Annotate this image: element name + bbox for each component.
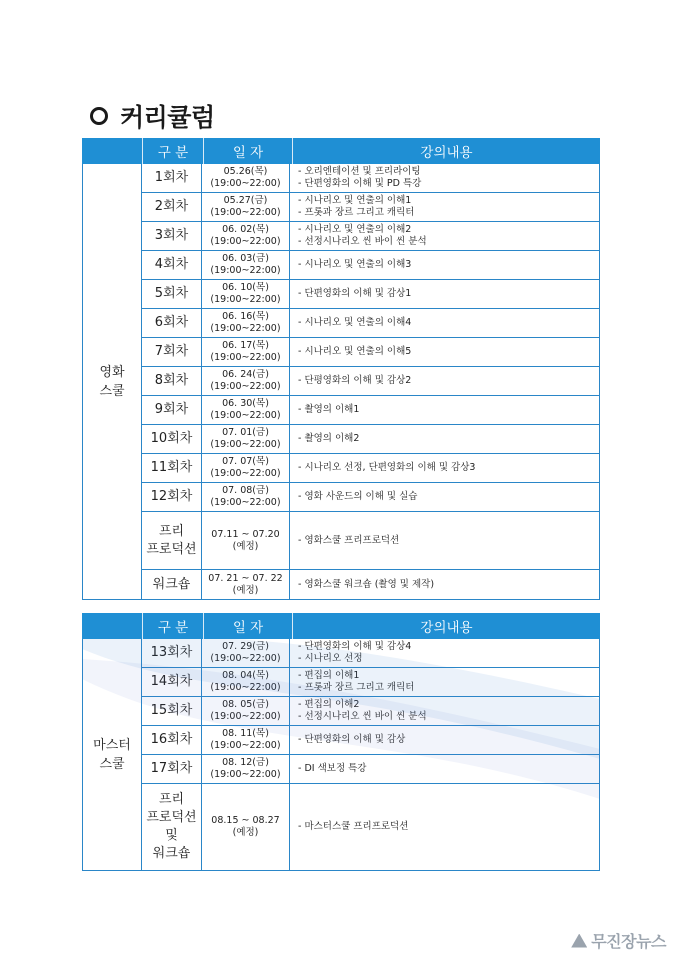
header-group: 구 분 bbox=[143, 138, 204, 164]
session-content bbox=[290, 454, 599, 482]
session-content-line: - 단평영화의 이해 및 감상2 bbox=[298, 375, 412, 386]
session-content bbox=[290, 512, 599, 569]
session-date bbox=[202, 425, 290, 453]
session-name-line: 프리 bbox=[158, 792, 185, 807]
session-content bbox=[290, 784, 599, 870]
watermark-logo-icon bbox=[571, 934, 587, 948]
session-content bbox=[290, 483, 599, 511]
session-name bbox=[142, 570, 202, 599]
session-name-line: 3회차 bbox=[154, 228, 189, 243]
session-date bbox=[202, 697, 290, 725]
table-row bbox=[142, 367, 599, 396]
session-content bbox=[290, 425, 599, 453]
session-date-line: (19:00~22:00) bbox=[210, 682, 281, 693]
table-row bbox=[142, 483, 599, 512]
table-row bbox=[142, 309, 599, 338]
session-date-line: 06. 03(금) bbox=[222, 253, 269, 264]
session-date-line: (19:00~22:00) bbox=[210, 265, 281, 276]
session-date bbox=[202, 193, 290, 221]
session-content bbox=[290, 309, 599, 337]
session-date-line: 05.27(금) bbox=[223, 195, 268, 206]
session-name bbox=[142, 726, 202, 754]
session-name bbox=[142, 425, 202, 453]
session-date-line: 07.11 ~ 07.20 bbox=[211, 528, 280, 540]
group-label bbox=[82, 164, 142, 599]
session-date bbox=[202, 668, 290, 696]
session-date-line: 07. 21 ~ 07. 22 bbox=[208, 572, 283, 584]
session-name-line: 6회차 bbox=[154, 315, 189, 330]
table-row bbox=[142, 396, 599, 425]
session-name-line: 워크숍 bbox=[152, 846, 191, 861]
session-date-line: 08. 05(금) bbox=[222, 699, 269, 710]
table-header bbox=[82, 138, 600, 164]
header-content: 강의내용 bbox=[420, 145, 473, 161]
session-name bbox=[142, 367, 202, 395]
session-content-line: - 단편영화의 이해 및 감상4 bbox=[298, 641, 412, 652]
table-row bbox=[142, 570, 599, 599]
session-name-line: 11회차 bbox=[150, 460, 193, 475]
table-row bbox=[142, 425, 599, 454]
session-name bbox=[142, 164, 202, 192]
session-date-line: (예정) bbox=[232, 584, 259, 596]
session-date-line: (19:00~22:00) bbox=[210, 178, 281, 189]
page-title-text: 커리큘럼 bbox=[120, 103, 215, 132]
session-name bbox=[142, 697, 202, 725]
session-date-line: 07. 07(목) bbox=[222, 456, 269, 467]
session-name bbox=[142, 338, 202, 366]
table-row bbox=[142, 668, 599, 697]
table-row bbox=[142, 222, 599, 251]
session-content-line: - 시나리오 및 연출의 이해1 bbox=[298, 195, 412, 206]
session-name bbox=[142, 193, 202, 221]
session-date bbox=[202, 454, 290, 482]
session-name-line: 1회차 bbox=[154, 170, 189, 185]
table-row bbox=[142, 784, 599, 870]
session-content-line: - 촬영의 이해2 bbox=[298, 433, 360, 444]
session-content-line: - 시나리오 선정 bbox=[298, 653, 363, 664]
session-content-line: - 영화 사운드의 이해 및 실습 bbox=[298, 491, 418, 502]
session-content bbox=[290, 280, 599, 308]
session-content bbox=[290, 639, 599, 667]
session-name bbox=[142, 639, 202, 667]
session-name bbox=[142, 396, 202, 424]
table-row bbox=[142, 251, 599, 280]
session-date-line: 07. 01(금) bbox=[222, 427, 269, 438]
group-label-line: 영화 bbox=[99, 364, 125, 380]
session-date bbox=[202, 483, 290, 511]
session-date bbox=[202, 512, 290, 569]
session-content-line: - 프롯과 장르 그리고 캐릭터 bbox=[298, 207, 415, 218]
session-name-line: 7회차 bbox=[154, 344, 189, 359]
session-content-line: - 시나리오 및 연출의 이해2 bbox=[298, 224, 412, 235]
header-date: 일 자 bbox=[204, 613, 293, 639]
session-content-line: - 편집의 이해1 bbox=[298, 670, 360, 681]
session-date-line: (19:00~22:00) bbox=[210, 323, 281, 334]
session-date bbox=[202, 309, 290, 337]
session-date-line: (19:00~22:00) bbox=[210, 207, 281, 218]
session-date bbox=[202, 784, 290, 870]
session-name-line: 5회차 bbox=[154, 286, 189, 301]
session-content-line: - 프롯과 장르 그리고 캐릭터 bbox=[298, 682, 415, 693]
table-header bbox=[82, 613, 600, 639]
group-label-line: 스쿨 bbox=[99, 756, 125, 772]
session-date bbox=[202, 222, 290, 250]
header-content: 강의내용 bbox=[420, 620, 473, 636]
curriculum-table-master-school bbox=[82, 613, 600, 871]
session-date bbox=[202, 396, 290, 424]
session-content-line: - 시나리오 선정, 단편영화의 이해 및 감상3 bbox=[298, 462, 476, 473]
table-row bbox=[142, 193, 599, 222]
session-name-line: 4회차 bbox=[154, 257, 189, 272]
circle-icon bbox=[90, 107, 108, 125]
table-row bbox=[142, 454, 599, 483]
session-date-line: 05.26(목) bbox=[223, 166, 268, 177]
session-content-line: - 영화스쿨 프리프로덕션 bbox=[298, 534, 400, 546]
session-date-line: (19:00~22:00) bbox=[210, 294, 281, 305]
session-name-line: 14회차 bbox=[150, 674, 193, 689]
curriculum-table-film-school bbox=[82, 138, 600, 600]
header-date: 일 자 bbox=[204, 138, 293, 164]
session-date-line: (19:00~22:00) bbox=[210, 468, 281, 479]
session-date bbox=[202, 367, 290, 395]
session-name-line: 15회차 bbox=[150, 703, 193, 718]
session-content-line: - 선정시나리오 씬 바이 씬 분석 bbox=[298, 711, 427, 722]
session-content-line: - 시나리오 및 연출의 이해4 bbox=[298, 317, 412, 328]
session-date-line: (19:00~22:00) bbox=[210, 381, 281, 392]
session-name bbox=[142, 222, 202, 250]
session-content-line: - 오리엔테이션 및 프리라이팅 bbox=[298, 166, 421, 177]
table-row bbox=[142, 639, 599, 668]
session-name-line: 17회차 bbox=[150, 761, 193, 776]
header-blank bbox=[82, 138, 143, 164]
session-content-line: - 단편영화의 이해 및 감상 bbox=[298, 734, 406, 745]
header-group: 구 분 bbox=[143, 613, 204, 639]
group-label-line: 마스터 bbox=[93, 737, 131, 753]
watermark bbox=[571, 929, 666, 952]
session-content-line: - 촬영의 이해1 bbox=[298, 404, 360, 415]
session-date-line: (19:00~22:00) bbox=[210, 236, 281, 247]
session-name-line: 워크숍 bbox=[152, 576, 191, 592]
session-content-line: - 단편영화의 이해 및 감상1 bbox=[298, 288, 412, 299]
session-date-line: 08. 11(목) bbox=[222, 728, 269, 739]
session-content-line: - 편집의 이해2 bbox=[298, 699, 360, 710]
session-name bbox=[142, 668, 202, 696]
session-date-line: (19:00~22:00) bbox=[210, 740, 281, 751]
session-name bbox=[142, 309, 202, 337]
session-date-line: (19:00~22:00) bbox=[210, 352, 281, 363]
session-date-line: 08.15 ~ 08.27 bbox=[211, 815, 280, 826]
header-blank bbox=[82, 613, 143, 639]
session-date-line: 06. 24(금) bbox=[222, 369, 269, 380]
session-name bbox=[142, 454, 202, 482]
session-content bbox=[290, 755, 599, 783]
group-label bbox=[82, 639, 142, 870]
session-content bbox=[290, 367, 599, 395]
session-date-line: 07. 08(금) bbox=[222, 485, 269, 496]
session-name-line: 13회차 bbox=[150, 645, 193, 660]
session-date-line: 08. 04(목) bbox=[222, 670, 269, 681]
session-content-line: - 단편영화의 이해 및 PD 특강 bbox=[298, 178, 422, 189]
session-date-line: 06. 16(목) bbox=[222, 311, 269, 322]
watermark-text: 무진장뉴스 bbox=[591, 932, 666, 951]
session-name-line: 12회차 bbox=[150, 489, 193, 504]
session-date bbox=[202, 726, 290, 754]
session-name-line: 8회차 bbox=[154, 373, 189, 388]
table-row bbox=[142, 280, 599, 309]
session-content-line: - DI 색보정 특강 bbox=[298, 763, 367, 774]
table-row bbox=[142, 164, 599, 193]
session-name bbox=[142, 755, 202, 783]
table-rows bbox=[142, 639, 600, 870]
page-title bbox=[90, 98, 215, 134]
session-content-line: - 시나리오 및 연출의 이해5 bbox=[298, 346, 412, 357]
session-date-line: (19:00~22:00) bbox=[210, 653, 281, 664]
table-row bbox=[142, 755, 599, 784]
session-name-line: 16회차 bbox=[150, 732, 193, 747]
session-date-line: (19:00~22:00) bbox=[210, 439, 281, 450]
session-date-line: 08. 12(금) bbox=[222, 757, 269, 768]
session-date bbox=[202, 251, 290, 279]
session-content bbox=[290, 251, 599, 279]
session-date-line: 06. 17(목) bbox=[222, 340, 269, 351]
session-name-line: 프로덕션 bbox=[146, 541, 197, 557]
session-date-line: 06. 30(목) bbox=[222, 398, 269, 409]
session-date-line: (19:00~22:00) bbox=[210, 497, 281, 508]
session-date-line: 06. 10(목) bbox=[222, 282, 269, 293]
session-content bbox=[290, 726, 599, 754]
session-name-line: 프리 bbox=[158, 523, 185, 539]
session-content bbox=[290, 570, 599, 599]
table-rows bbox=[142, 164, 600, 599]
table-row bbox=[142, 512, 599, 570]
session-name bbox=[142, 280, 202, 308]
session-name bbox=[142, 512, 202, 569]
group-label-line: 스쿨 bbox=[99, 383, 125, 399]
session-name bbox=[142, 784, 202, 870]
session-name-line: 2회차 bbox=[154, 199, 189, 214]
session-date bbox=[202, 755, 290, 783]
session-content-line: - 선정시나리오 씬 바이 씬 분석 bbox=[298, 236, 427, 247]
session-content bbox=[290, 222, 599, 250]
session-date bbox=[202, 570, 290, 599]
session-date-line: 06. 02(목) bbox=[222, 224, 269, 235]
session-name-line: 10회차 bbox=[150, 431, 193, 446]
table-row bbox=[142, 338, 599, 367]
session-content bbox=[290, 164, 599, 192]
session-date-line: (19:00~22:00) bbox=[210, 711, 281, 722]
session-date-line: (19:00~22:00) bbox=[210, 410, 281, 421]
session-date-line: (예정) bbox=[232, 540, 259, 552]
session-date-line: (예정) bbox=[232, 827, 259, 838]
session-content bbox=[290, 338, 599, 366]
session-content bbox=[290, 697, 599, 725]
table-row bbox=[142, 726, 599, 755]
table-row bbox=[142, 697, 599, 726]
session-content bbox=[290, 396, 599, 424]
session-name-line: 및 bbox=[165, 828, 178, 843]
session-date bbox=[202, 164, 290, 192]
session-date-line: 07. 29(금) bbox=[222, 641, 269, 652]
session-content-line: - 시나리오 및 연출의 이해3 bbox=[298, 259, 412, 270]
session-name-line: 프로덕션 bbox=[146, 810, 197, 825]
session-content-line: - 영화스쿨 워크숍 (촬영 및 제작) bbox=[298, 578, 435, 590]
session-date-line: (19:00~22:00) bbox=[210, 769, 281, 780]
session-name bbox=[142, 483, 202, 511]
session-name bbox=[142, 251, 202, 279]
session-content-line: - 마스터스쿨 프리프로덕션 bbox=[298, 821, 409, 832]
session-date bbox=[202, 280, 290, 308]
session-content bbox=[290, 668, 599, 696]
session-content bbox=[290, 193, 599, 221]
session-date bbox=[202, 639, 290, 667]
session-date bbox=[202, 338, 290, 366]
session-name-line: 9회차 bbox=[154, 402, 189, 417]
